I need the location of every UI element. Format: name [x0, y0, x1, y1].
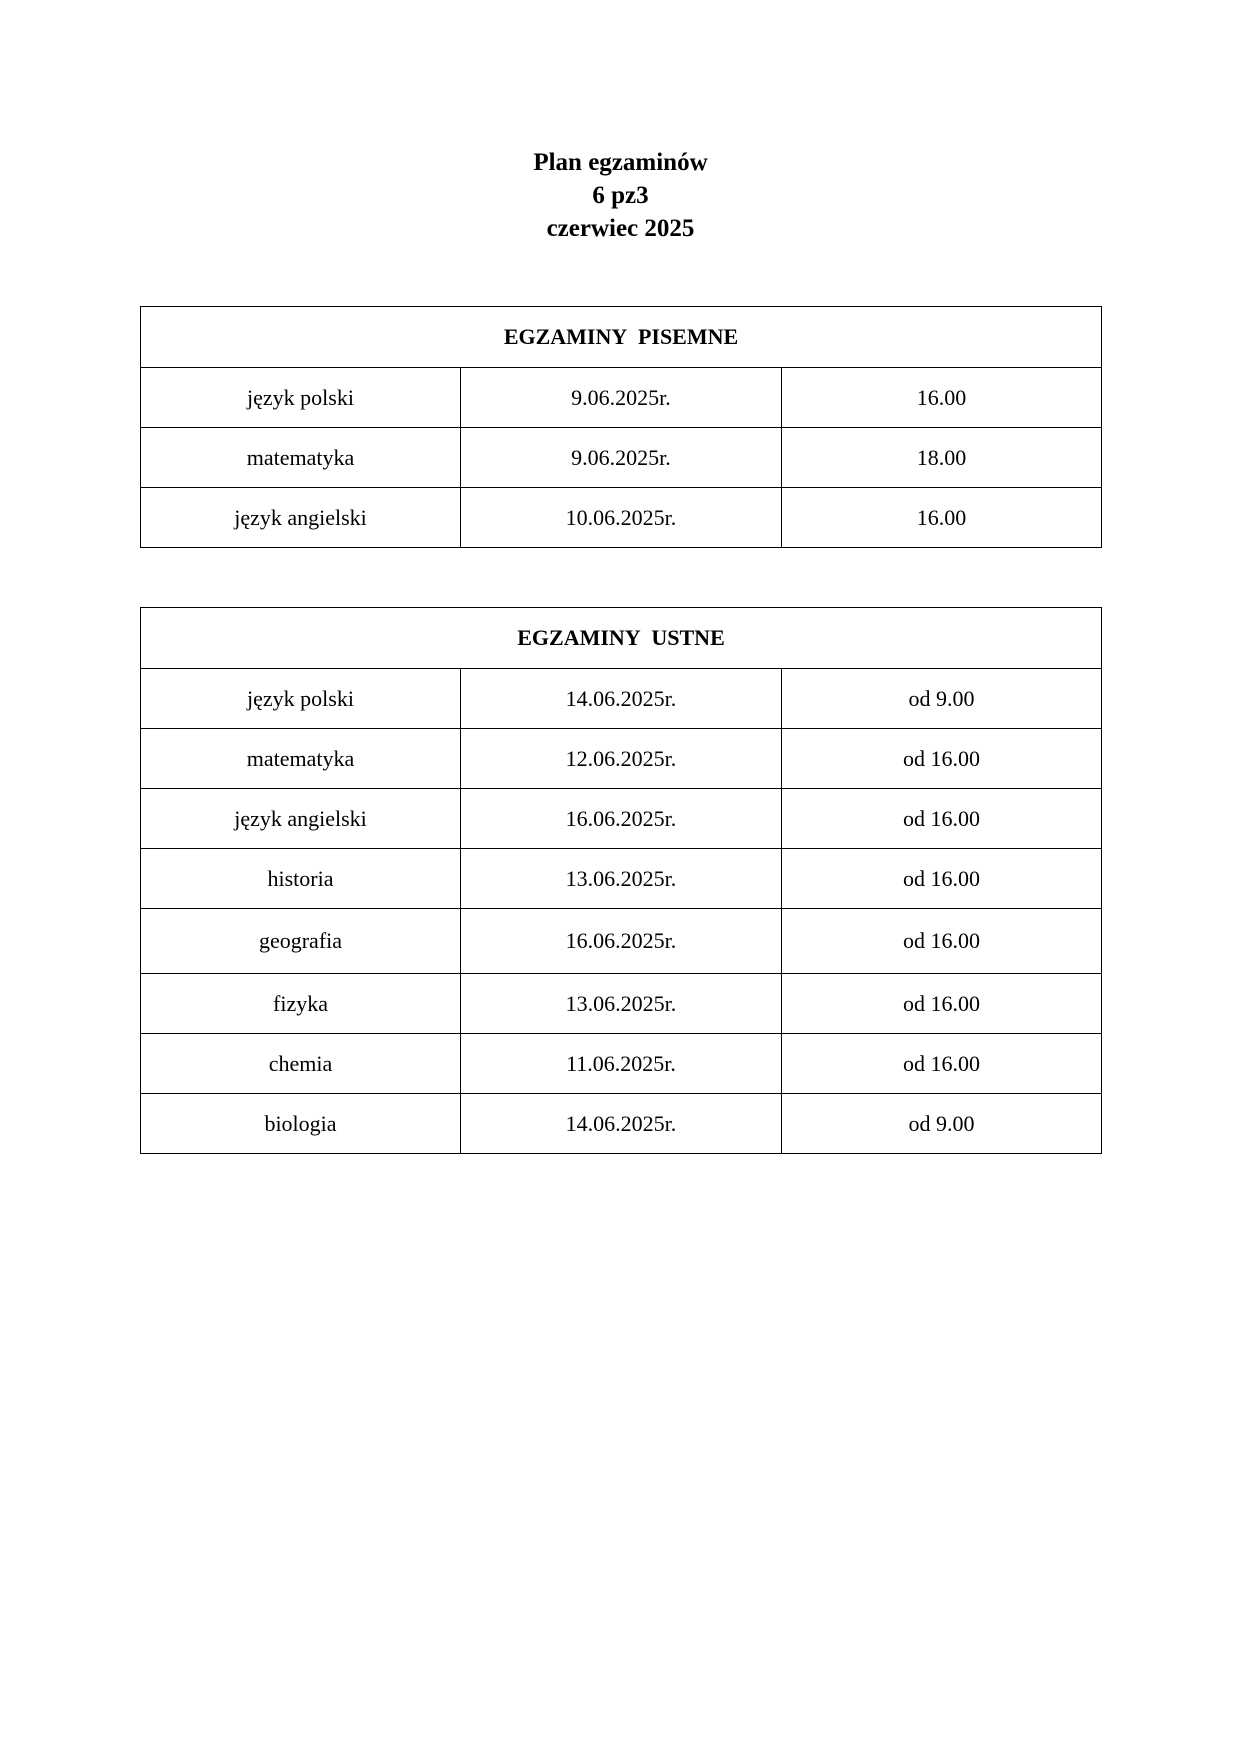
- date-cell: 13.06.2025r.: [461, 849, 782, 909]
- time-cell: od 16.00: [781, 1034, 1101, 1094]
- oral-exams-heading: EGZAMINY USTNE: [141, 608, 1102, 669]
- time-cell: od 9.00: [781, 1094, 1101, 1154]
- table-row: [141, 1034, 1102, 1094]
- subject-cell: matematyka: [141, 428, 461, 488]
- time-cell: od 16.00: [781, 974, 1101, 1034]
- date-cell: 16.06.2025r.: [461, 909, 782, 974]
- time-cell: od 16.00: [781, 909, 1101, 974]
- date-cell: 14.06.2025r.: [461, 1094, 782, 1154]
- subject-cell: fizyka: [141, 974, 461, 1034]
- time-cell: od 16.00: [781, 729, 1101, 789]
- subject-cell: biologia: [141, 1094, 461, 1154]
- subject-cell: język polski: [141, 368, 461, 428]
- oral-exams-table: [140, 607, 1102, 1154]
- subject-cell: język angielski: [141, 789, 461, 849]
- table-row: [141, 1094, 1102, 1154]
- date-cell: 16.06.2025r.: [461, 789, 782, 849]
- date-cell: 14.06.2025r.: [461, 669, 782, 729]
- subject-cell: matematyka: [141, 729, 461, 789]
- subject-cell: język angielski: [141, 488, 461, 548]
- date-cell: 12.06.2025r.: [461, 729, 782, 789]
- subject-cell: chemia: [141, 1034, 461, 1094]
- table-row: [141, 849, 1102, 909]
- time-cell: od 16.00: [781, 789, 1101, 849]
- time-cell: 16.00: [781, 488, 1101, 548]
- title-line-3: czerwiec 2025: [546, 215, 695, 242]
- date-cell: 10.06.2025r.: [461, 488, 782, 548]
- table-row: [141, 909, 1102, 974]
- date-cell: 13.06.2025r.: [461, 974, 782, 1034]
- title-line-1: Plan egzaminów: [533, 149, 708, 176]
- table-row: [141, 789, 1102, 849]
- date-cell: 9.06.2025r.: [461, 428, 782, 488]
- written-exams-heading: EGZAMINY PISEMNE: [141, 307, 1102, 368]
- time-cell: od 16.00: [781, 849, 1101, 909]
- time-cell: 18.00: [781, 428, 1101, 488]
- time-cell: od 9.00: [781, 669, 1101, 729]
- table-row: [141, 368, 1102, 428]
- date-cell: 11.06.2025r.: [461, 1034, 782, 1094]
- subject-cell: geografia: [141, 909, 461, 974]
- written-exams-table: [140, 306, 1102, 548]
- table-header-row: [141, 307, 1102, 368]
- subject-cell: język polski: [141, 669, 461, 729]
- date-cell: 9.06.2025r.: [461, 368, 782, 428]
- title-line-2: 6 pz3: [592, 182, 649, 209]
- table-row: [141, 729, 1102, 789]
- time-cell: 16.00: [781, 368, 1101, 428]
- document-title: [0, 146, 1241, 245]
- table-row: [141, 428, 1102, 488]
- table-row: [141, 974, 1102, 1034]
- subject-cell: historia: [141, 849, 461, 909]
- table-row: [141, 669, 1102, 729]
- table-row: [141, 488, 1102, 548]
- table-header-row: [141, 608, 1102, 669]
